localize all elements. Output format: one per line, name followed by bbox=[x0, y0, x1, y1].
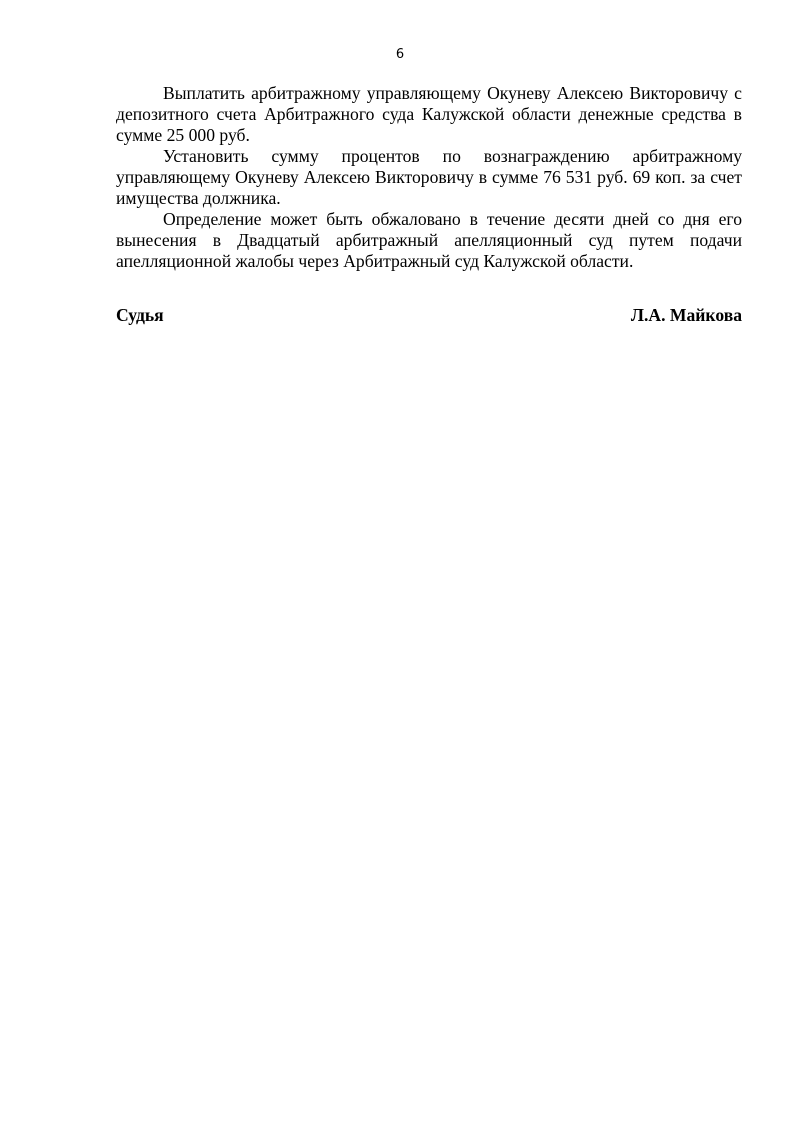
paragraph-appeal-notice: Определение может быть обжаловано в течение десяти дней со дня его вынесения в Двадцатый арбитражный апелляционный суд путем подачи апелляционной жалобы через Арбитражный суд Калужской области. bbox=[116, 209, 742, 271]
paragraph-interest-amount: Установить сумму процентов по вознаграждению арбитражному управляющему Окуневу Алексею Викторовичу в сумме 76 531 руб. 69 коп. за счет имущества должника. bbox=[116, 146, 742, 208]
page-number: 6 bbox=[395, 47, 405, 62]
document-body bbox=[116, 83, 742, 272]
signature-role: Судья bbox=[116, 305, 164, 325]
signature-name: Л.А. Майкова bbox=[630, 305, 742, 325]
paragraph-payment-order: Выплатить арбитражному управляющему Окуневу Алексею Викторовичу с депозитного счета Арбитражного суда Калужской области денежные средства в сумме 25 000 руб. bbox=[116, 83, 742, 145]
